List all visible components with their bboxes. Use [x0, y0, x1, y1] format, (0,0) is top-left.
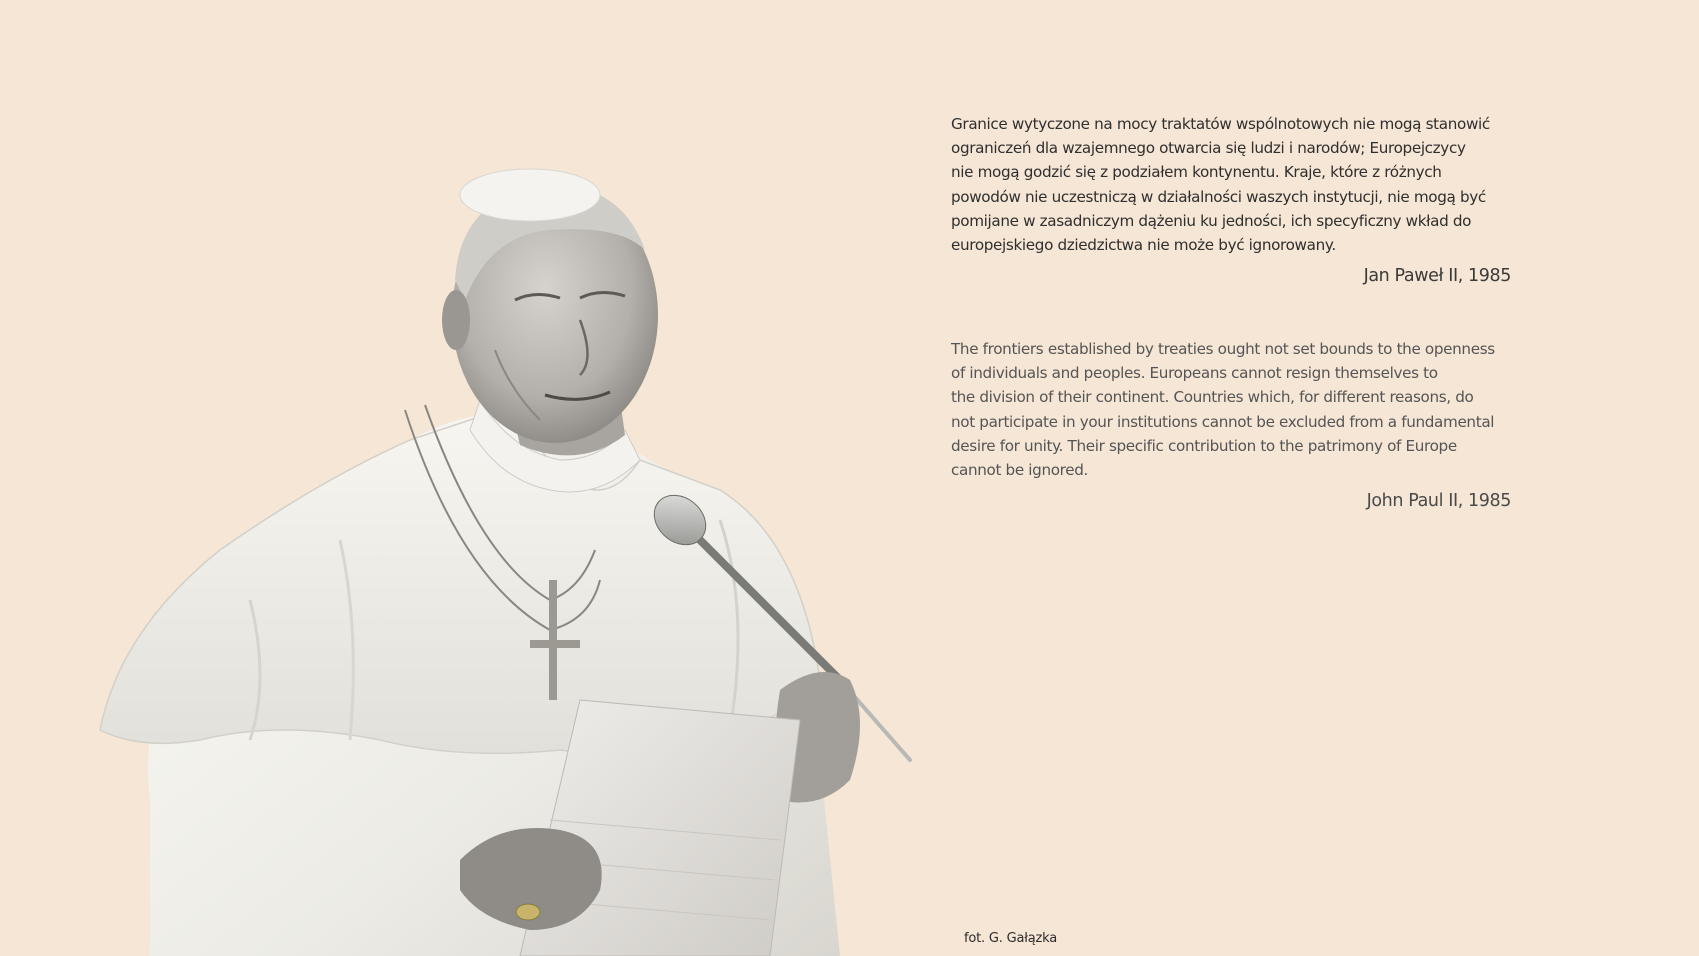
pope-photograph-illustration [80, 160, 1000, 956]
polish-quote-text: Granice wytyczone na mocy traktatów wspólnotowych nie mogą stanowić ograniczeń dla wzajemnego otwarcia się ludzi i narodów; Europejczycy nie mogą godzić się z podziałem kontynentu. Kraje, które z różnych powodów nie uczestniczą w działalności waszych instytucji, nie mogą być pomijane w zasadniczym dążeniu ku jedności, ich specyficzny wkład do europejskiego dziedzictwa nie może być ignorowany. [951, 115, 1490, 255]
polish-quote-block [951, 112, 1511, 286]
english-quote-text: The frontiers established by treaties ought not set bounds to the openness of individuals and peoples. Europeans cannot resign themselves to the division of their continent. Countries which, for different reasons, do not participate in your institutions cannot be excluded from a fundamental desire for unity. Their specific contribution to the patrimony of Europe cannot be ignored. [951, 340, 1495, 480]
pope-photograph [80, 160, 1000, 956]
polish-quote-attribution: Jan Paweł II, 1985 [1363, 266, 1511, 287]
english-quote-block [951, 337, 1511, 511]
english-quote-attribution: John Paul II, 1985 [1366, 491, 1511, 512]
photo-credit: fot. G. Gałązka [964, 931, 1058, 946]
